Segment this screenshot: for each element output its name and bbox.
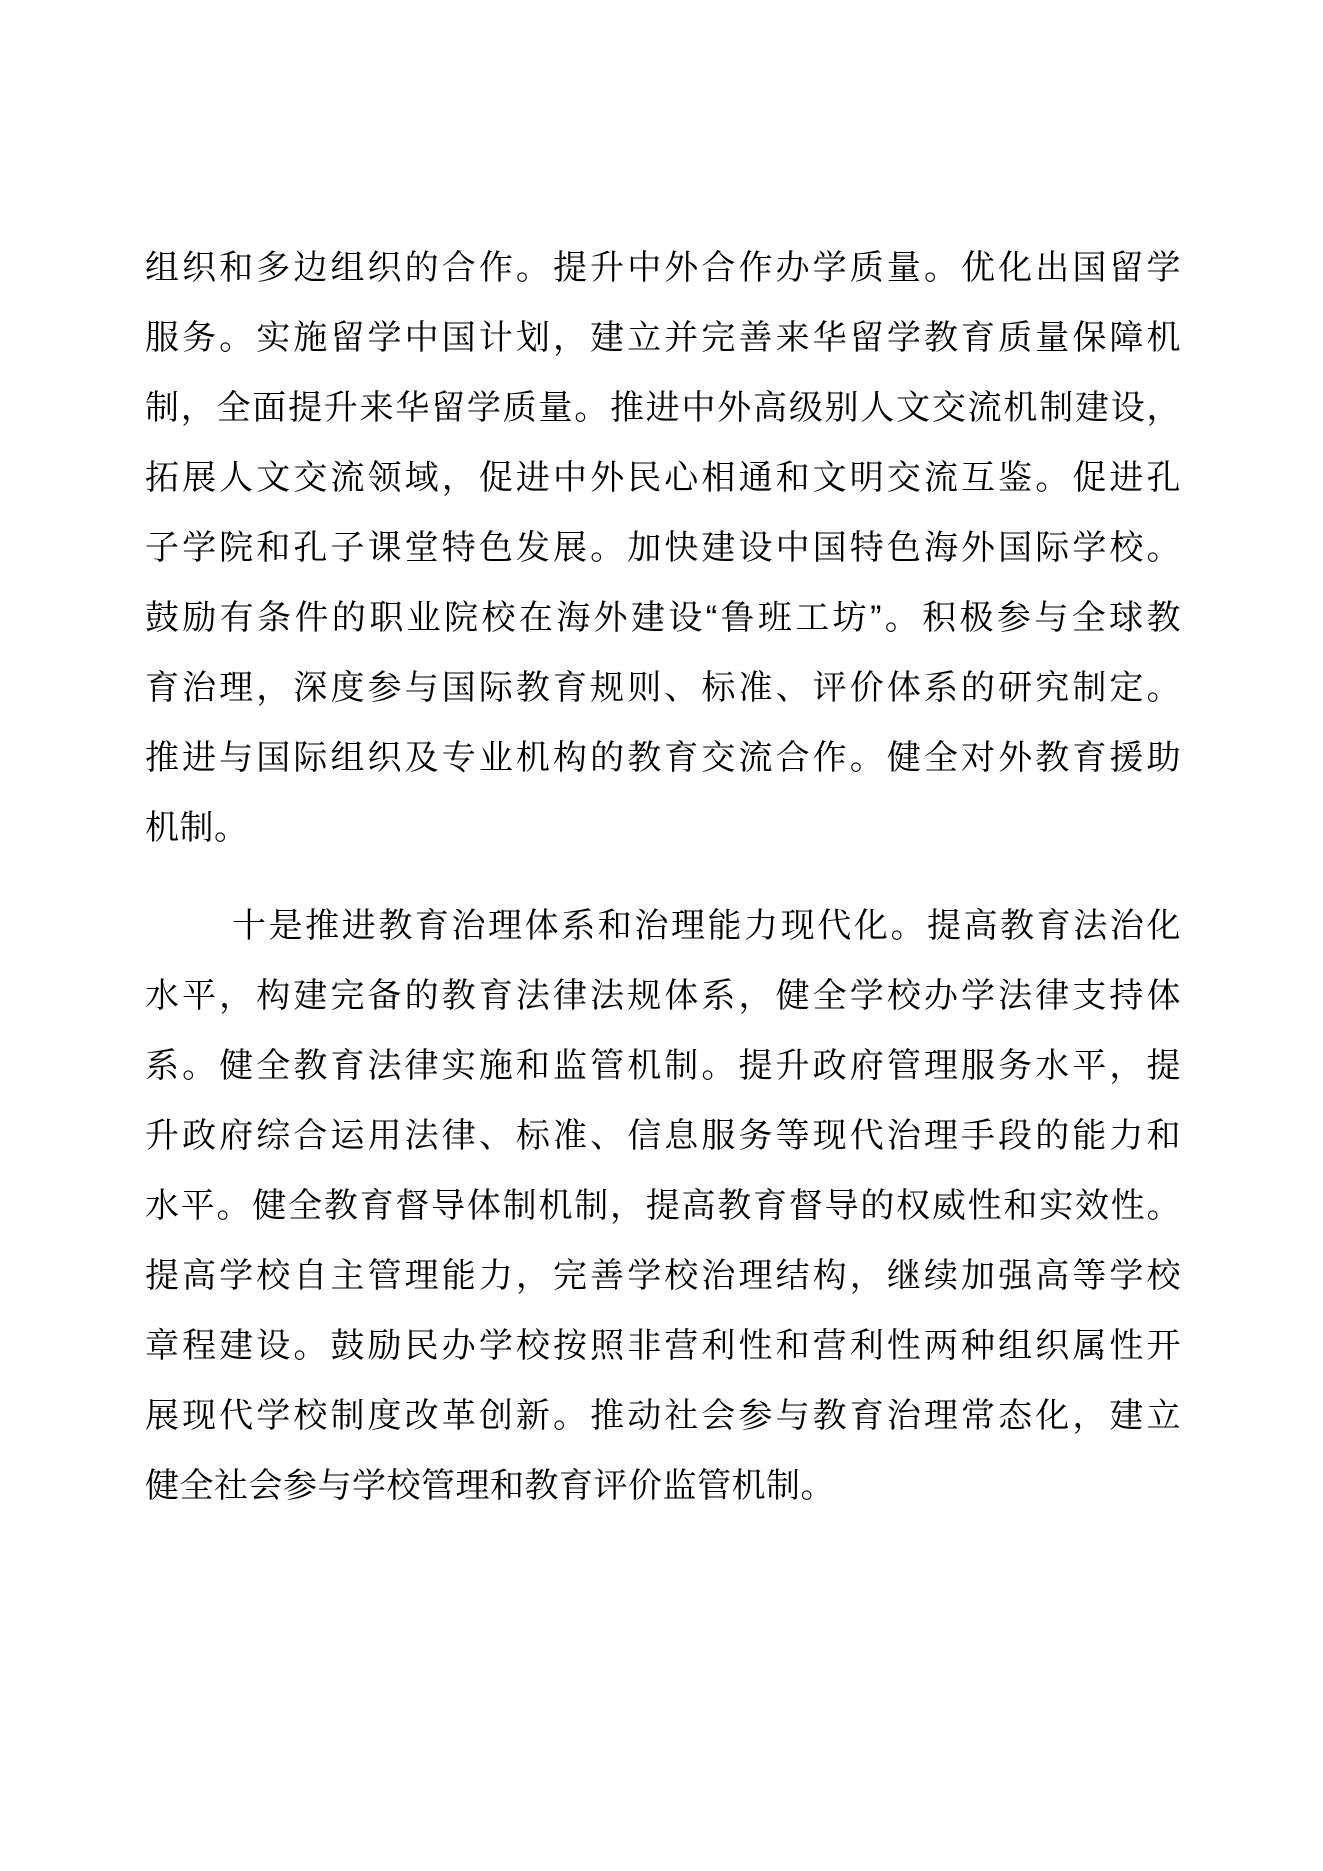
text-line: 组织和多边组织的合作。提升中外合作办学质量。优化出国留学 [145, 249, 1181, 287]
text-line: 系。健全教育法律实施和监管机制。提升政府管理服务水平，提 [145, 1047, 1181, 1085]
text-line: 健全社会参与学校管理和教育评价监管机制。 [145, 1467, 835, 1505]
text-line: 拓展人文交流领域，促进中外民心相通和文明交流互鉴。促进孔 [145, 459, 1181, 497]
text-line: 章程建设。鼓励民办学校按照非营利性和营利性两种组织属性开 [145, 1327, 1181, 1365]
text-line: 展现代学校制度改革创新。推动社会参与教育治理常态化，建立 [145, 1397, 1181, 1435]
text-line: 水平，构建完备的教育法律法规体系，健全学校办学法律支持体 [145, 977, 1181, 1015]
text-line: 水平。健全教育督导体制机制，提高教育督导的权威性和实效性。 [145, 1187, 1181, 1225]
text-line: 服务。实施留学中国计划，建立并完善来华留学教育质量保障机 [145, 319, 1181, 357]
text-line: 子学院和孔子课堂特色发展。加快建设中国特色海外国际学校。 [145, 529, 1181, 567]
paragraph-1 [145, 233, 1181, 863]
text-line: 提高学校自主管理能力，完善学校治理结构，继续加强高等学校 [145, 1257, 1181, 1295]
document-body [145, 233, 1181, 1521]
text-line: 十是推进教育治理体系和治理能力现代化。提高教育法治化 [232, 907, 1181, 945]
text-line: 制，全面提升来华留学质量。推进中外高级别人文交流机制建设， [145, 389, 1181, 427]
text-line: 推进与国际组织及专业机构的教育交流合作。健全对外教育援助 [145, 739, 1181, 777]
text-line: 鼓励有条件的职业院校在海外建设“鲁班工坊”。积极参与全球教 [145, 599, 1181, 637]
text-line: 升政府综合运用法律、标准、信息服务等现代治理手段的能力和 [145, 1117, 1181, 1155]
paragraph-2 [145, 891, 1181, 1521]
text-line: 育治理，深度参与国际教育规则、标准、评价体系的研究制定。 [145, 669, 1181, 707]
text-line: 机制。 [145, 809, 249, 847]
